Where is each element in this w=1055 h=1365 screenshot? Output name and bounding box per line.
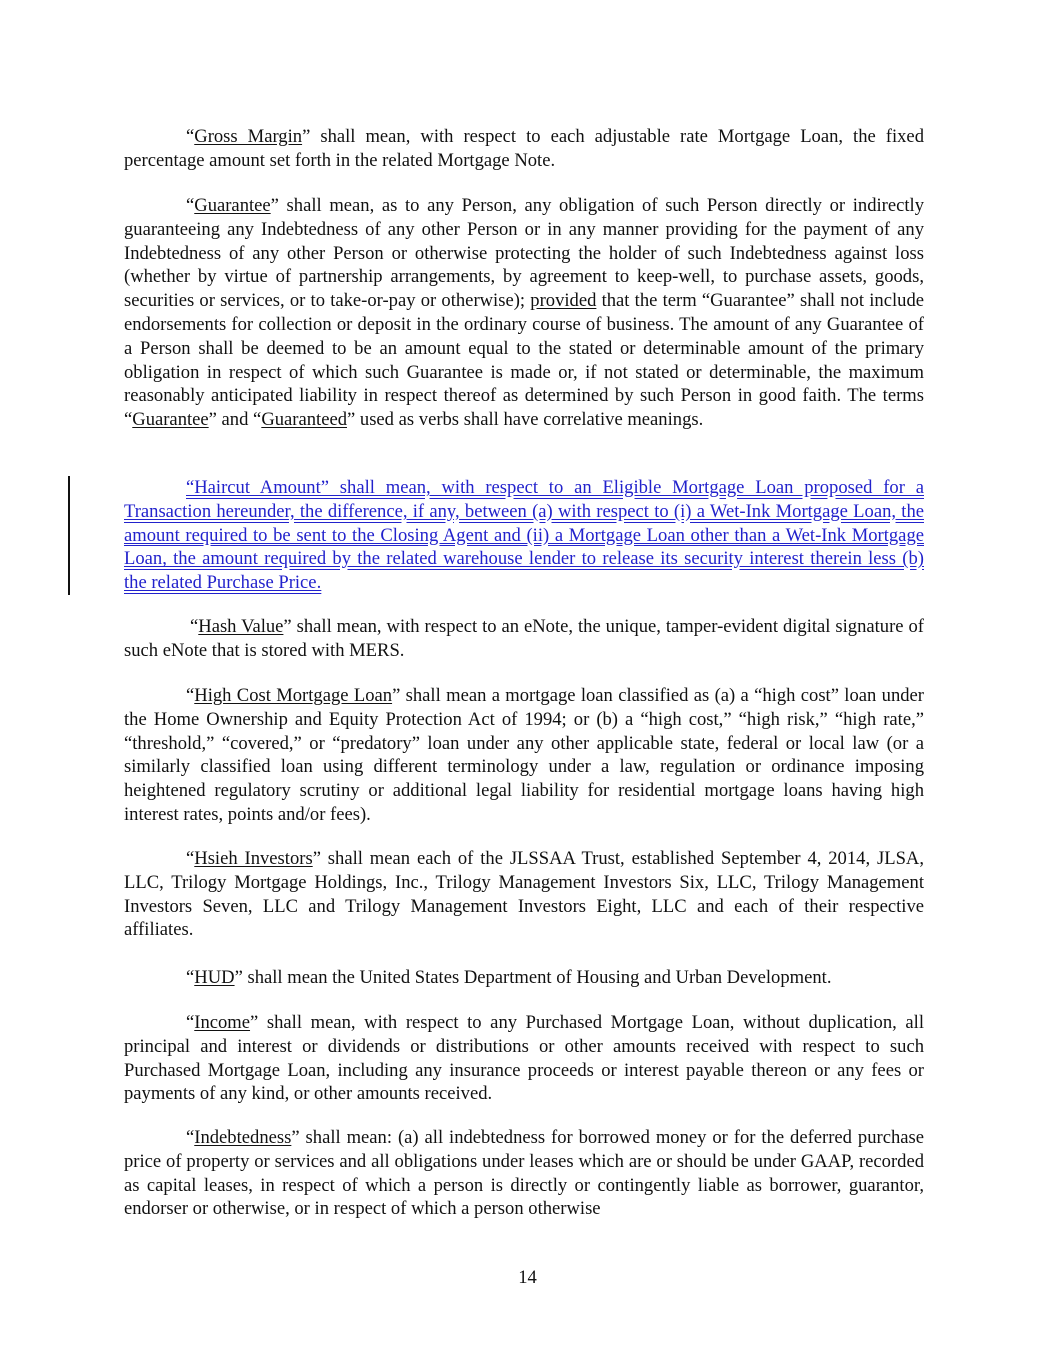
definition-income <box>124 1011 924 1106</box>
open-quote: “ <box>186 195 195 216</box>
definition-indebtedness <box>124 1126 924 1221</box>
defined-term-verb: Guarantee <box>132 409 209 431</box>
open-quote: “ <box>190 616 199 637</box>
definition-text: ” shall mean the United States Department of Housing and Urban Development. <box>234 967 832 988</box>
defined-term: Income <box>194 1012 251 1033</box>
revision-change-bar <box>68 476 70 595</box>
definition-hash-value <box>124 615 924 663</box>
defined-term-verb-past: Guaranteed <box>261 409 347 431</box>
definition-text-continued: that the term “Guarantee” shall not include endorsements for collection or deposit in the ordinary course of business. The amount of any Guarantee of a Person shall be deemed to be an amount equal to the stated or determinable amount of the primary obligation in respect of which such Guarantee is made or, if not stated or determinable, the maximum reasonably anticipated liability in respect thereof as determined by such Person in good faith. The terms “ <box>124 290 924 431</box>
definition-text: ” shall mean, as to any Person, any obligation of such Person directly or indirectly guaranteeing any Indebtedness of any other Person or in any manner providing for the payment of any Indebtedness of any other Person or otherwise protecting the holder of such Indebtedness against loss (whether by virtue of partnership arrangements, by agreement to keep-well, to purchase assets, goods, securities or services, or to take-or-pay or otherwise); <box>124 195 924 312</box>
definition-text: ” shall mean, with respect to an eNote, the unique, tamper-evident digital signature of such eNote that is stored with MERS. <box>124 616 924 661</box>
open-quote: “ <box>186 967 195 988</box>
defined-term: Guarantee <box>194 195 271 216</box>
defined-term: Indebtedness <box>194 1127 292 1148</box>
definition-text: ” shall mean: (a) all indebtedness for borrowed money or for the deferred purchase price of property or services and all obligations under leases which are or should be under GAAP, recorded as capital leases, in respect of which a person is directly or contingently liable as borrower, guarantor, endorser or otherwise, or in respect of which a person otherwise <box>124 1127 924 1220</box>
definition-gross-margin <box>124 125 924 173</box>
page-number: 14 <box>518 1267 537 1288</box>
open-quote: “ <box>186 685 195 706</box>
definition-text: ” shall mean, with respect to each adjustable rate Mortgage Loan, the fixed percentage amount set forth in the related Mortgage Note. <box>124 126 924 171</box>
open-quote: “ <box>186 126 195 147</box>
definition-text: ” shall mean each of the JLSSAA Trust, established September 4, 2014, JLSA, LLC, Trilogy Mortgage Holdings, Inc., Trilogy Management Investors Six, LLC, Trilogy Management Investors Seven, LLC and Trilogy Management Investors Eight, LLC and each of their respective affiliates. <box>124 848 924 941</box>
defined-term: High Cost Mortgage Loan <box>194 685 393 706</box>
definition-hsieh-investors <box>124 847 924 942</box>
defined-term: Gross Margin <box>194 126 303 147</box>
definition-hud <box>124 966 924 990</box>
open-quote: “ <box>186 1012 195 1033</box>
provided-term: provided <box>530 290 597 312</box>
definition-text-joiner: ” and “ <box>208 409 262 431</box>
definition-text: ” shall mean a mortgage loan classified as (a) a “high cost” loan under the Home Ownership and Equity Protection Act of 1994; or (b) a “high cost,” “high risk,” “high rate,” “threshold,” “covered,” or “predatory” loan under any other applicable state, federal or local law (or a similarly classified loan using different terminology under a law, regulation or ordinance imposing heightened regulatory scrutiny or additional legal liability for residential mortgage loans having high interest rates, points and/or fees). <box>124 685 924 825</box>
definition-text: ” shall mean, with respect to any Purchased Mortgage Loan, without duplication, all principal and interest or dividends or distributions or other amounts received with respect to such Purchased Mortgage Loan, including any insurance proceeds or interest payable thereon or any fees or payments of any kind, or other amounts received. <box>124 1012 924 1105</box>
open-quote: “ <box>186 848 195 869</box>
definition-high-cost-mortgage-loan <box>124 684 924 827</box>
definition-haircut-amount-inserted <box>124 476 924 595</box>
definition-text-end: ” used as verbs shall have correlative meanings. <box>347 409 704 431</box>
defined-term: Hsieh Investors <box>194 848 313 869</box>
inserted-revision-text: “Haircut Amount” shall mean, with respect to an Eligible Mortgage Loan proposed for a Transaction hereunder, the difference, if any, between (a) with respect to (i) a Wet-Ink Mortgage Loan, the amount required to be sent to the Closing Agent and (ii) a Mortgage Loan other than a Wet-Ink Mortgage Loan, the amount required by the related warehouse lender to release its security interest therein less (b) the related Purchase Price. <box>124 477 924 594</box>
defined-term: Hash Value <box>198 616 284 637</box>
definition-guarantee <box>124 194 924 432</box>
defined-term: HUD <box>194 967 235 988</box>
open-quote: “ <box>186 1127 195 1148</box>
